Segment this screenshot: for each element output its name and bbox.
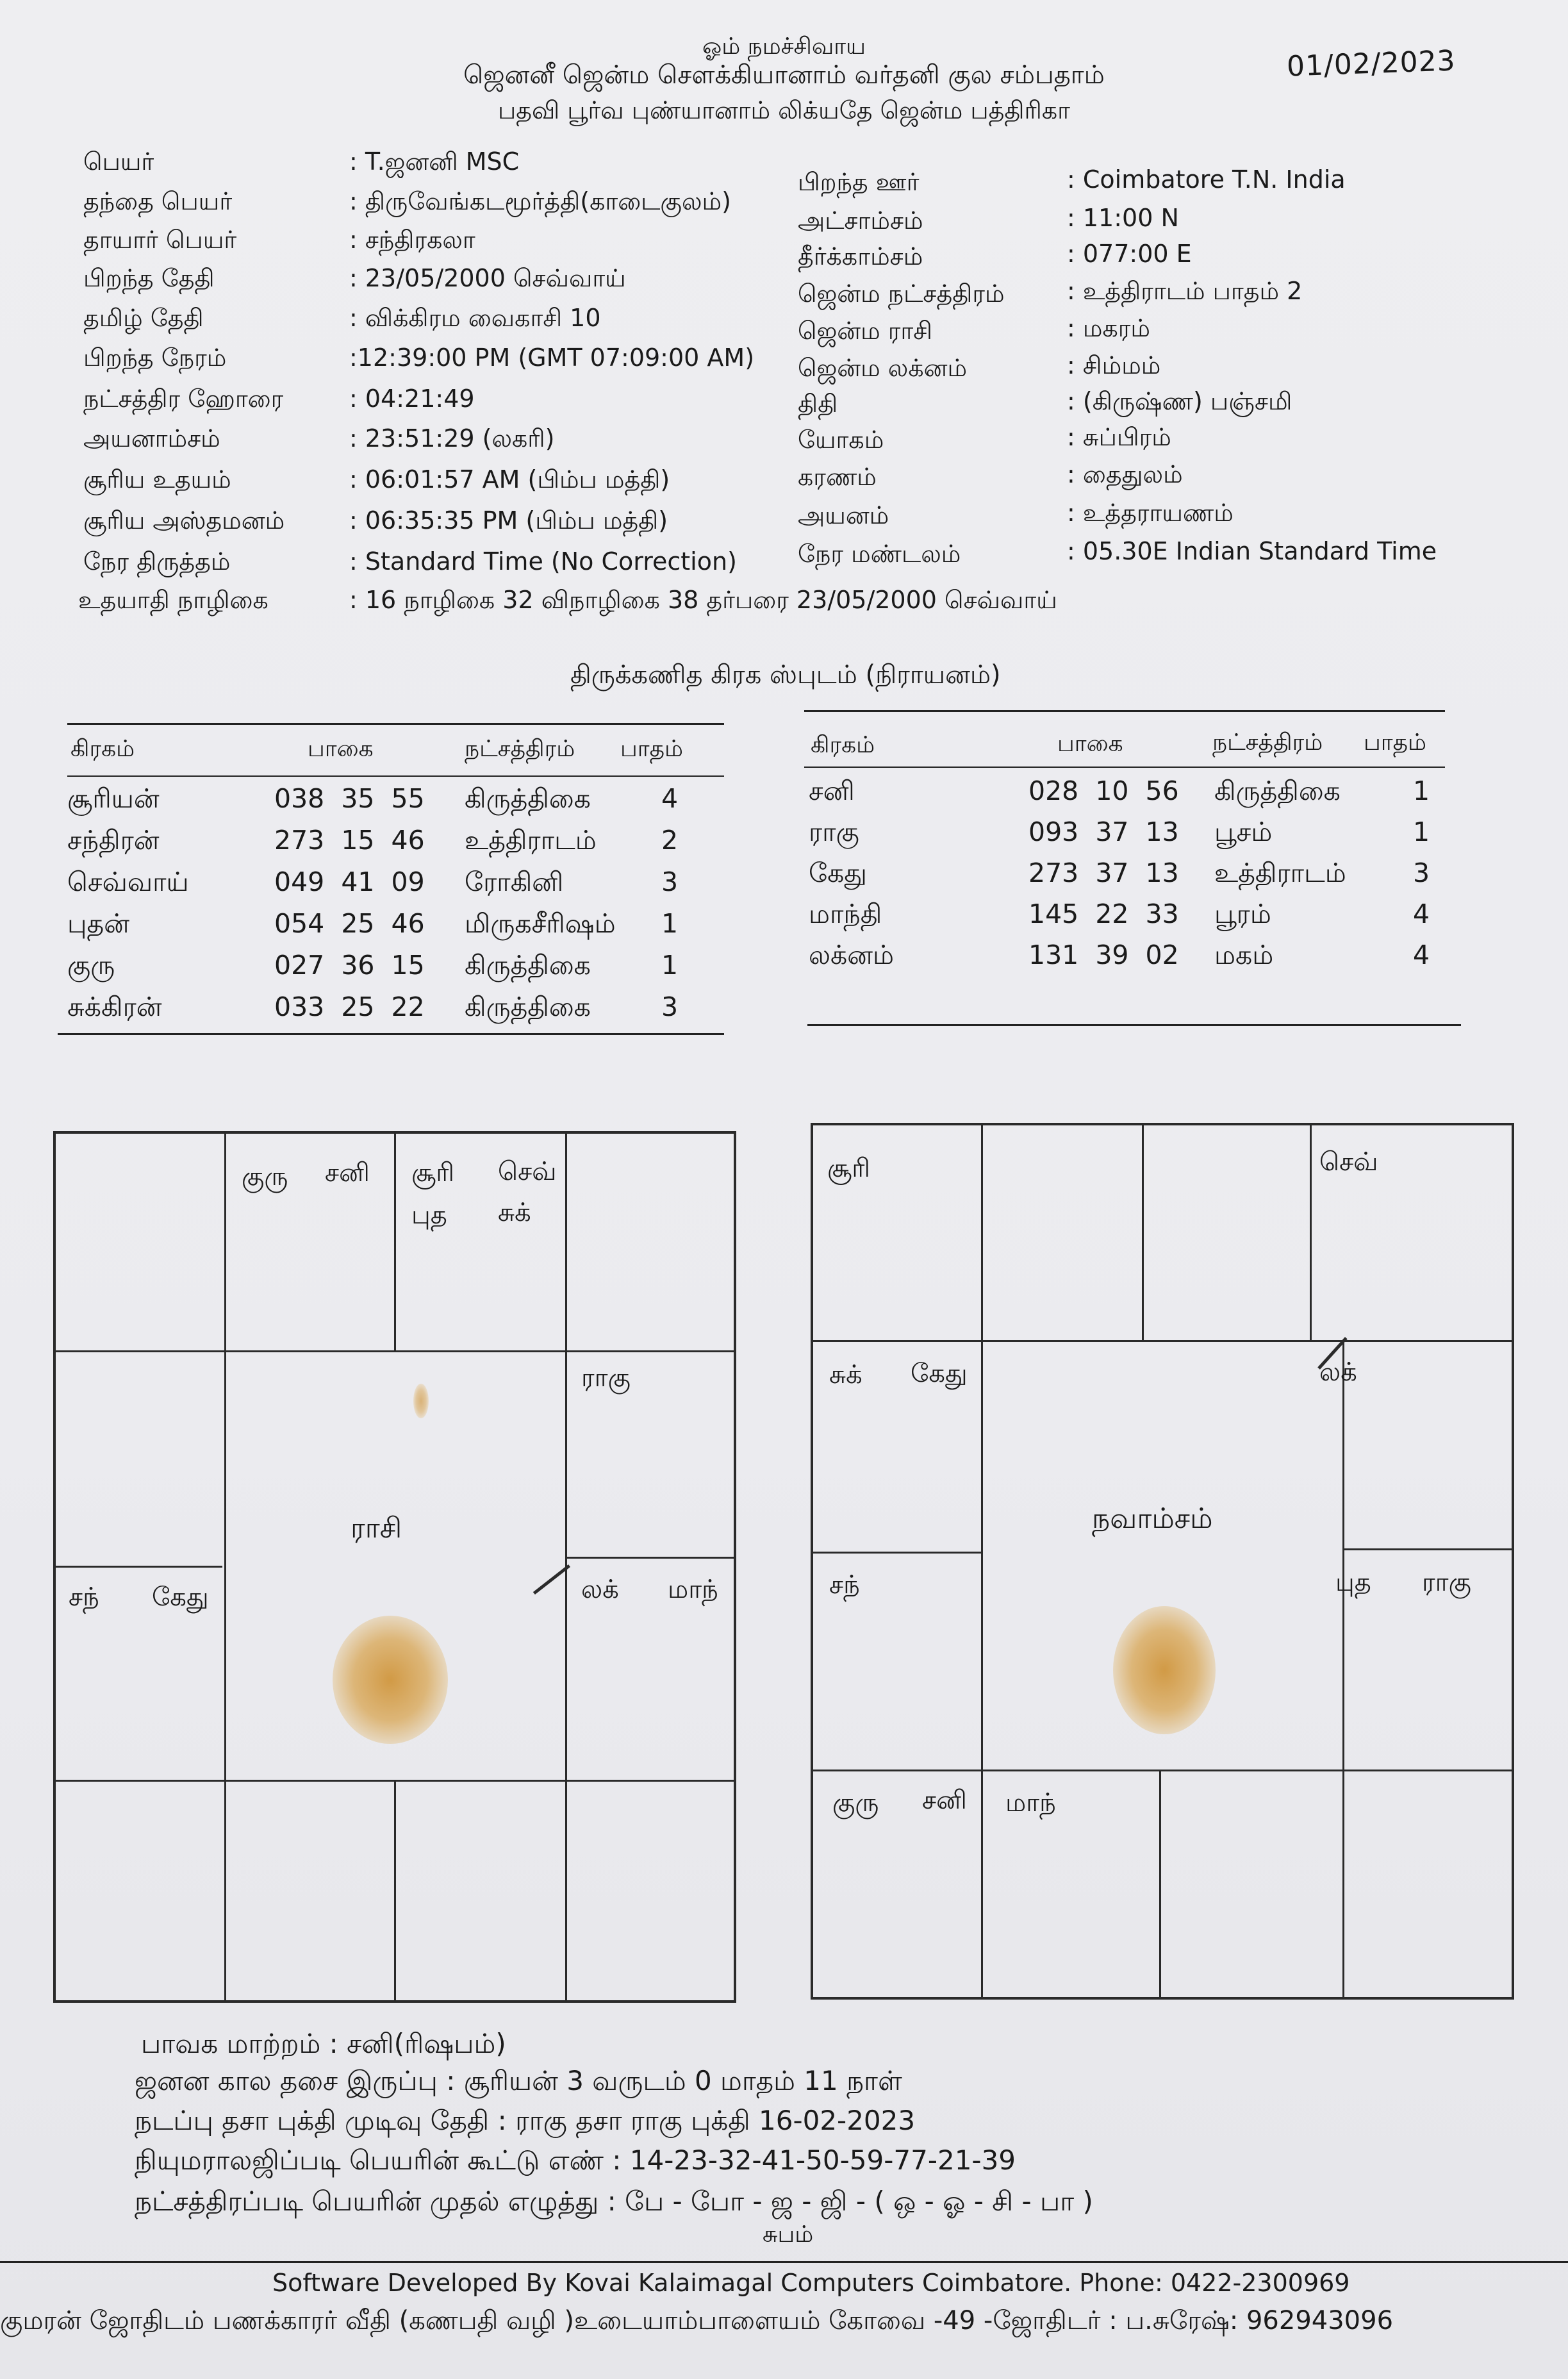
address-line: குமரன் ஜோதிடம் பணக்காரர் வீதி (கணபதி வழி )உடையாம்பாளையம் கோவை -49 -ஜோதிடர் : ப.சுரேஷ்: 962943096 — [0, 2306, 1394, 2335]
grid-line — [981, 1125, 983, 1997]
navamsa-chart — [811, 1123, 1514, 2000]
planet-star: மகம் — [1214, 940, 1274, 970]
planet-degree: 028 10 56 — [1028, 775, 1179, 806]
planet-degree: 054 25 46 — [274, 908, 425, 939]
planet-degree: 033 25 22 — [274, 991, 425, 1022]
detail-label: தந்தை பெயர் — [83, 187, 233, 215]
navamsa-house-8-sani: சனி — [922, 1786, 967, 1815]
footer-note: நட்சத்திரப்படி பெயரின் முதல் எழுத்து : பே - போ - ஜ - ஜி - ( ஒ - ஓ - சி - பா ) — [135, 2185, 1093, 2217]
detail-label: ஜென்ம ராசி — [798, 317, 933, 345]
detail-value: : Standard Time (No Correction) — [349, 547, 737, 576]
navamsa-house-11-ketu: கேது — [911, 1359, 968, 1388]
detail-value: :12:39:00 PM (GMT 07:09:00 AM) — [349, 344, 755, 372]
planet-name: சனி — [809, 775, 855, 806]
turmeric-stain — [333, 1616, 448, 1744]
planet-degree: 027 36 15 — [274, 950, 425, 981]
planet-degree: 093 37 13 — [1028, 816, 1179, 847]
navamsa-house-5-lag: லக் — [1319, 1357, 1357, 1387]
detail-label: சூரிய உதயம் — [83, 465, 231, 493]
grid-line — [813, 1340, 1512, 1342]
detail-label: சூரிய அஸ்தமனம் — [83, 506, 285, 535]
detail-value: : Coimbatore T.N. India — [1067, 165, 1346, 194]
detail-value: : 23/05/2000 செவ்வாய் — [349, 264, 626, 292]
col-header-planet: கிரகம் — [811, 732, 875, 758]
navamsa-house-11-suk: சுக் — [829, 1360, 862, 1389]
col-header-star: நட்சத்திரம் — [465, 736, 575, 762]
planet-name: சுக்கிரன் — [67, 991, 162, 1022]
planet-star: உத்திராடம் — [1214, 858, 1346, 888]
turmeric-stain — [1113, 1606, 1216, 1734]
header-invocation: ஓம் நமச்சிவாய — [702, 33, 866, 60]
grid-line — [224, 1134, 226, 2000]
planet-star: கிருத்திகை — [465, 783, 591, 814]
detail-value: : (கிருஷ்ண) பஞ்சமி — [1067, 387, 1292, 415]
detail-label: கரணம் — [798, 463, 877, 491]
detail-label: தாயார் பெயர் — [83, 226, 237, 254]
planet-pada: 4 — [1413, 940, 1430, 970]
rasi-house-3-suk: சுக் — [498, 1198, 531, 1227]
grid-line — [56, 1566, 222, 1568]
planet-star: கிருத்திகை — [465, 991, 591, 1022]
rasi-house-2-sani: சனி — [325, 1158, 370, 1188]
navamsa-chart-title: நவாம்சம் — [1092, 1502, 1213, 1535]
navamsa-house-12-chandra: சந் — [829, 1570, 860, 1600]
detail-value: : 11:00 N — [1067, 204, 1179, 232]
planet-degree: 145 22 33 — [1028, 899, 1179, 929]
planet-pada: 4 — [661, 783, 679, 814]
detail-label: தீர்க்காம்சம் — [798, 242, 923, 270]
detail-label: தமிழ் தேதி — [83, 304, 204, 332]
planet-degree: 038 35 55 — [274, 783, 425, 814]
col-header-degree: பாகை — [308, 736, 374, 762]
planet-degree: 131 39 02 — [1028, 940, 1179, 970]
table-rule — [804, 767, 1445, 768]
navamsa-house-8-guru: குரு — [832, 1788, 879, 1818]
detail-value: : மகரம் — [1067, 314, 1150, 342]
detail-label: திதி — [798, 390, 838, 418]
detail-value: : T.ஜனனி MSC — [349, 147, 520, 176]
detail-value: : திருவேங்கடமூர்த்தி(காடைகுலம்) — [349, 187, 731, 215]
software-credit: Software Developed By Kovai Kalaimagal Computers Coimbatore. Phone: 0422-2300969 — [272, 2269, 1350, 2297]
planet-pada: 2 — [661, 825, 679, 856]
table-rule — [67, 723, 724, 725]
detail-label: பிறந்த ஊர் — [798, 168, 920, 196]
rasi-house-3-suri: சூரி — [411, 1158, 455, 1188]
planet-pada: 1 — [661, 908, 679, 939]
planet-star: கிருத்திகை — [1214, 775, 1341, 806]
detail-label: பிறந்த நேரம் — [83, 344, 227, 372]
rasi-house-5-rahu: ராகு — [581, 1363, 631, 1393]
rasi-chart-title: ராசி — [351, 1512, 402, 1545]
grid-line — [567, 1557, 734, 1559]
col-header-star: நட்சத்திரம் — [1212, 729, 1323, 756]
planet-degree: 049 41 09 — [274, 866, 425, 897]
detail-label: பெயர் — [83, 147, 154, 176]
turmeric-stain — [413, 1384, 429, 1418]
rasi-chart — [53, 1131, 736, 2003]
grid-line — [813, 1770, 1512, 1771]
col-header-pada: பாதம் — [1364, 729, 1427, 756]
detail-value: : 06:01:57 AM (பிம்ப மத்தி) — [349, 465, 670, 493]
detail-value: : 06:35:35 PM (பிம்ப மத்தி) — [349, 506, 668, 535]
planet-table-title: திருக்கணித கிரக ஸ்புடம் (நிராயனம்) — [570, 660, 1001, 690]
planet-pada: 1 — [1413, 816, 1430, 847]
planet-name: மாந்தி — [809, 899, 882, 929]
grid-line — [394, 1780, 396, 2000]
print-date: 01/02/2023 — [1286, 44, 1457, 83]
table-rule — [807, 1024, 1461, 1026]
planet-name: கேது — [809, 858, 867, 888]
planet-name: லக்னம் — [809, 940, 895, 970]
table-rule — [58, 1033, 724, 1035]
detail-value: : 077:00 E — [1067, 240, 1192, 268]
header-sloka-line2: பதவி பூர்வ புண்யானாம் லிக்யதே ஜென்ம பத்திரிகா — [497, 96, 1071, 124]
planet-name: சந்திரன் — [67, 825, 160, 856]
table-rule — [804, 710, 1445, 712]
detail-value: : 05.30E Indian Standard Time — [1067, 537, 1437, 565]
planet-name: ராகு — [809, 816, 859, 847]
footer-note: நடப்பு தசா புக்தி முடிவு தேதி : ராகு தசா ராகு புக்தி 16-02-2023 — [135, 2105, 916, 2136]
footer-note: ஜனன கால தசை இருப்பு : சூரியன் 3 வருடம் 0 மாதம் 11 நாள் — [135, 2065, 902, 2096]
detail-value: : உத்திராடம் பாதம் 2 — [1067, 277, 1303, 305]
grid-line — [1342, 1548, 1512, 1550]
detail-label: அயனம் — [798, 501, 889, 529]
subham-text: சுபம் — [763, 2221, 814, 2248]
planet-pada: 3 — [661, 866, 679, 897]
detail-value: : சந்திரகலா — [349, 226, 475, 254]
col-header-planet: கிரகம் — [70, 736, 135, 762]
grid-line — [394, 1134, 396, 1350]
planet-star: மிருகசீரிஷம் — [465, 908, 616, 939]
navamsa-house-4-sev: செவ் — [1319, 1147, 1378, 1177]
planet-name: புதன் — [67, 908, 129, 939]
detail-label: யோகம் — [798, 426, 884, 454]
detail-label: அயனாம்சம் — [83, 424, 220, 452]
detail-label: ஜென்ம லக்னம் — [798, 354, 968, 382]
footer-note: நியுமராலஜிப்படி பெயரின் கூட்டு எண் : 14-23-32-41-50-59-77-21-39 — [135, 2144, 1016, 2176]
detail-value: : 04:21:49 — [349, 385, 475, 413]
rasi-house-6-lag: லக் — [581, 1575, 619, 1604]
navamsa-house-6-puda: புத — [1335, 1568, 1371, 1597]
navamsa-house-7-mandhi: மாந் — [1005, 1788, 1056, 1818]
detail-label: அட்சாம்சம் — [798, 206, 923, 235]
detail-value: : விக்கிரம வைகாசி 10 — [349, 304, 601, 332]
grid-line — [1159, 1770, 1161, 1997]
detail-label: நேர திருத்தம் — [83, 547, 231, 576]
detail-value: : 16 நாழிகை 32 விநாழிகை 38 தர்பரை 23/05/2000 செவ்வாய் — [349, 586, 1057, 614]
detail-value: : உத்தராயணம் — [1067, 499, 1234, 527]
header-sloka-line1: ஜெனனீ ஜென்ம சௌக்கியானாம் வர்தனி குல சம்பதாம் — [463, 60, 1105, 90]
planet-pada: 3 — [661, 991, 679, 1022]
planet-pada: 3 — [1413, 858, 1430, 888]
navamsa-house-6-rahu: ராகு — [1422, 1568, 1471, 1597]
detail-label: உதயாதி நாழிகை — [78, 586, 268, 614]
rasi-house-3-sev: செவ் — [498, 1157, 557, 1186]
planet-star: கிருத்திகை — [465, 950, 591, 981]
planet-star: உத்திராடம் — [465, 825, 597, 856]
grid-line — [56, 1350, 734, 1352]
rasi-house-12-ketu: கேது — [152, 1582, 209, 1612]
planet-pada: 4 — [1413, 899, 1430, 929]
footer-rule — [0, 2261, 1568, 2263]
grid-line — [813, 1552, 981, 1554]
planet-name: சூரியன் — [67, 783, 160, 814]
table-rule — [67, 775, 724, 777]
planet-pada: 1 — [661, 950, 679, 981]
planet-pada: 1 — [1413, 775, 1430, 806]
col-header-degree: பாகை — [1057, 731, 1123, 757]
detail-value: : 23:51:29 (லகரி) — [349, 424, 555, 452]
rasi-house-2-guru: குரு — [242, 1162, 288, 1191]
col-header-pada: பாதம் — [620, 736, 684, 762]
detail-value: : தைதுலம் — [1067, 460, 1183, 488]
navamsa-house-1-suri: சூரி — [827, 1154, 871, 1183]
detail-label: நேர மண்டலம் — [798, 540, 961, 568]
planet-star: பூரம் — [1214, 899, 1271, 929]
rasi-house-6-mandhi: மாந் — [668, 1575, 718, 1604]
planet-name: செவ்வாய் — [67, 866, 189, 897]
planet-star: ரோகினி — [465, 866, 564, 897]
detail-value: : சுப்பிரம் — [1067, 423, 1171, 451]
rasi-house-3-puda: புத — [411, 1200, 447, 1230]
grid-line — [1342, 1340, 1344, 1997]
planet-star: பூசம் — [1214, 816, 1273, 847]
planet-degree: 273 15 46 — [274, 825, 425, 856]
detail-value: : சிம்மம் — [1067, 351, 1161, 379]
planet-degree: 273 37 13 — [1028, 858, 1179, 888]
grid-line — [1310, 1125, 1312, 1340]
detail-label: ஜென்ம நட்சத்திரம் — [798, 279, 1005, 308]
rasi-house-12-chandra: சந் — [69, 1582, 99, 1612]
detail-label: பிறந்த தேதி — [83, 264, 215, 292]
grid-line — [1142, 1125, 1144, 1340]
footer-note: பாவக மாற்றம் : சனி(ரிஷபம்) — [141, 2028, 506, 2059]
planet-name: குரு — [67, 950, 115, 981]
detail-label: நட்சத்திர ஹோரை — [83, 385, 284, 413]
